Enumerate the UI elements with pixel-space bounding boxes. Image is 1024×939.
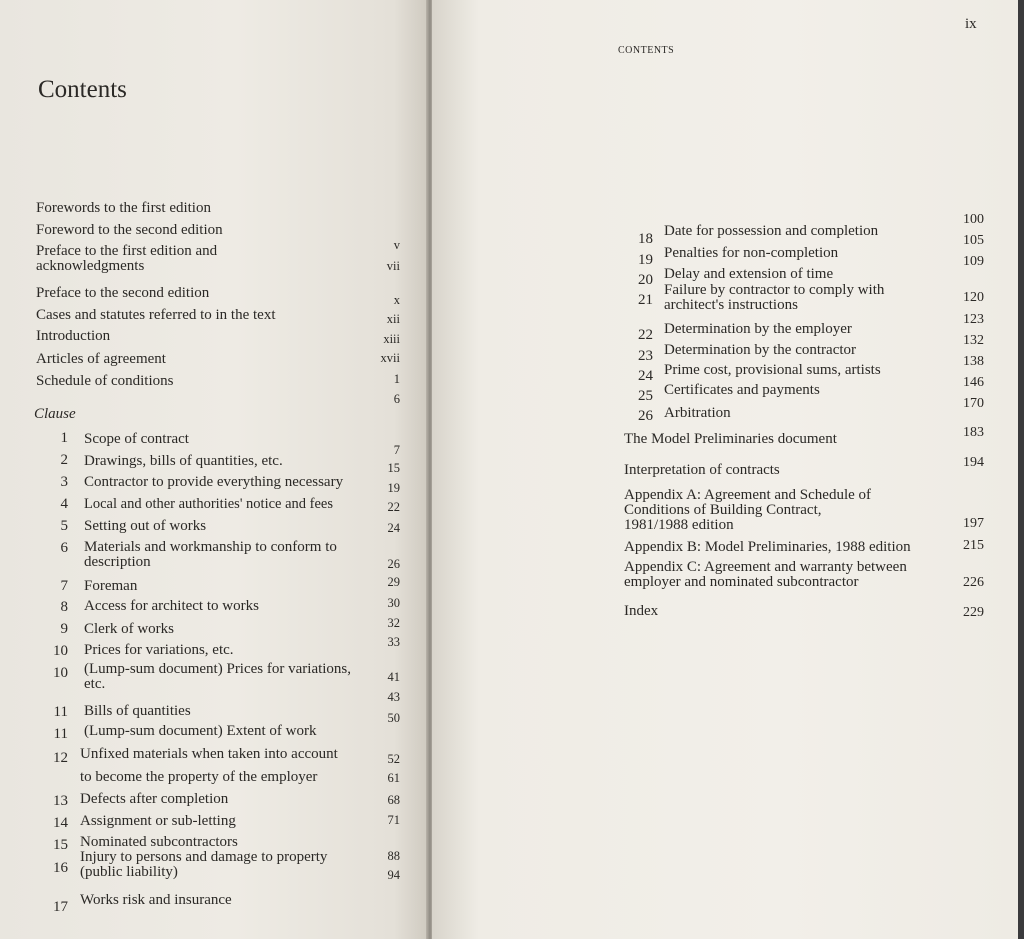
section-page: 226 <box>963 575 984 590</box>
clause-label: Bills of quantities <box>84 703 191 719</box>
clause-page: 41 <box>387 670 400 684</box>
clause-label: Prices for variations, etc. <box>84 642 234 658</box>
clause-page: 19 <box>387 481 400 495</box>
clause-label: Works risk and insurance <box>80 892 232 908</box>
clause-page: 50 <box>387 711 400 725</box>
clause-number: 21 <box>638 292 653 308</box>
clause-number: 12 <box>53 750 68 766</box>
clause-page: 15 <box>387 461 400 475</box>
clause-page: 32 <box>387 616 400 630</box>
clause-label: Prime cost, provisional sums, artists <box>664 362 881 378</box>
toc-entry-page: 1 <box>393 372 400 386</box>
toc-entry-page: vii <box>386 259 400 273</box>
clause-label: (Lump-sum document) Extent of work <box>84 723 317 739</box>
clause-number: 22 <box>638 327 653 343</box>
clause-number: 10 <box>53 665 68 681</box>
clause-label: Materials and workmanship to conform to description <box>84 539 337 570</box>
left-page <box>0 0 428 939</box>
clause-page: 52 <box>387 752 400 766</box>
section-page: 197 <box>963 516 984 531</box>
clause-number: 16 <box>53 860 68 876</box>
clause-label: Certificates and payments <box>664 382 820 398</box>
section-label: Appendix C: Agreement and warranty between employer and nominated subcontractor <box>624 559 907 590</box>
toc-entry-label: Preface to the second edition <box>36 285 210 301</box>
toc-entry-page: xvii <box>380 351 400 365</box>
section-label: Appendix A: Agreement and Schedule of Conditions of Building Contract, 1981/1988 edition <box>624 487 872 533</box>
clause-label: Assignment or sub-letting <box>80 813 236 829</box>
clause-page: 138 <box>963 354 984 369</box>
clause-number: 11 <box>53 704 68 720</box>
clause-page: 29 <box>387 575 400 589</box>
clause-label: Nominated subcontractors <box>80 834 238 850</box>
toc-entry-label: Introduction <box>36 328 111 344</box>
clause-number: 6 <box>60 540 68 556</box>
clause-number: 3 <box>60 474 68 490</box>
clause-label: Injury to persons and damage to property (public liability) <box>80 849 328 880</box>
clause-label: Defects after completion <box>80 791 229 807</box>
clause-number: 11 <box>53 726 68 742</box>
clause-number: 20 <box>638 272 653 288</box>
clause-page: 61 <box>387 771 400 785</box>
toc-entry-label: Preface to the first edition and acknowledgments <box>36 243 218 274</box>
clause-number: 24 <box>638 368 653 384</box>
clause-page: 71 <box>387 813 400 827</box>
toc-entry-page: xii <box>386 312 400 326</box>
clause-page: 88 <box>387 849 400 863</box>
section-label: Index <box>624 603 659 619</box>
section-page: 194 <box>963 455 984 470</box>
clause-number: 19 <box>638 252 653 268</box>
toc-entry-label: Forewords to the first edition <box>36 200 211 216</box>
section-page: 229 <box>963 605 984 620</box>
clause-page: 123 <box>963 312 984 327</box>
clause-label: Delay and extension of time <box>664 266 834 282</box>
clause-label: (Lump-sum document) Prices for variations, etc. <box>84 661 352 692</box>
clause-page: 146 <box>963 375 984 390</box>
clause-label: Determination by the employer <box>664 321 852 337</box>
clause-number: 17 <box>53 899 68 915</box>
clause-number: 14 <box>53 815 68 831</box>
toc-entry-label: Schedule of conditions <box>36 373 174 389</box>
clause-page: 68 <box>387 793 400 807</box>
clause-page: 105 <box>963 233 984 248</box>
clause-page: 24 <box>387 521 400 535</box>
right-page <box>432 0 1018 939</box>
toc-entry-page: 6 <box>393 392 400 406</box>
page-number: ix <box>965 16 977 32</box>
clause-number: 5 <box>60 518 68 534</box>
clause-label: Contractor to provide everything necessary <box>84 474 344 490</box>
clause-label: Scope of contract <box>84 431 189 447</box>
section-label: The Model Preliminaries document <box>624 431 837 447</box>
clause-page: 109 <box>963 254 984 269</box>
clause-label: Penalties for non-completion <box>664 245 839 261</box>
toc-entry-label: Foreword to the second edition <box>36 222 223 238</box>
section-page: 215 <box>963 538 984 553</box>
clause-page: 120 <box>963 290 984 305</box>
clause-page: 100 <box>963 212 984 227</box>
clause-number: 13 <box>53 793 68 809</box>
clause-label: Determination by the contractor <box>664 342 857 358</box>
clause-label: Drawings, bills of quantities, etc. <box>84 453 283 469</box>
clause-label: Arbitration <box>664 405 731 421</box>
clause-number: 25 <box>638 388 653 404</box>
section-label: Interpretation of contracts <box>624 462 780 478</box>
clause-page: 7 <box>393 443 400 457</box>
clause-number: 7 <box>60 578 68 594</box>
clause-label: Access for architect to works <box>84 598 259 614</box>
clause-label: Date for possession and completion <box>664 223 879 239</box>
toc-entry-page: xiii <box>383 332 400 346</box>
clause-number: 9 <box>60 621 68 637</box>
clause-number: 23 <box>638 348 653 364</box>
clause-heading: Clause <box>34 406 76 422</box>
clause-page: 33 <box>387 635 400 649</box>
clause-label: Failure by contractor to comply with architect's instructions <box>664 282 885 313</box>
clause-number: 15 <box>53 837 68 853</box>
section-label: Appendix B: Model Preliminaries, 1988 edition <box>624 539 911 555</box>
clause-number: 18 <box>638 231 653 247</box>
clause-label: Setting out of works <box>84 518 207 534</box>
toc-entry-label: Cases and statutes referred to in the text <box>36 307 276 323</box>
clause-number: 8 <box>60 599 68 615</box>
running-head: CONTENTS <box>618 45 675 56</box>
clause-label: Foreman <box>84 578 138 594</box>
toc-entry-page: x <box>393 293 400 307</box>
clause-number: 2 <box>60 452 68 468</box>
contents-title: Contents <box>38 76 127 103</box>
clause-number: 10 <box>53 643 68 659</box>
clause-label: Clerk of works <box>84 621 174 637</box>
toc-entry-page: v <box>393 238 400 252</box>
clause-label: Local and other authorities' notice and fees <box>84 496 334 512</box>
clause-page: 30 <box>387 596 400 610</box>
clause-page: 94 <box>387 868 400 882</box>
clause-number: 1 <box>60 430 68 446</box>
clause-page: 132 <box>963 333 984 348</box>
clause-page: 26 <box>387 557 400 571</box>
clause-page: 43 <box>387 690 400 704</box>
section-page: 183 <box>963 425 984 440</box>
clause-page: 22 <box>387 500 400 514</box>
clause-label: Unfixed materials when taken into account to become the property of the employer <box>80 746 338 785</box>
toc-entry-label: Articles of agreement <box>36 351 166 367</box>
clause-number: 4 <box>60 496 68 512</box>
clause-page: 170 <box>963 396 984 411</box>
clause-number: 26 <box>638 408 653 424</box>
